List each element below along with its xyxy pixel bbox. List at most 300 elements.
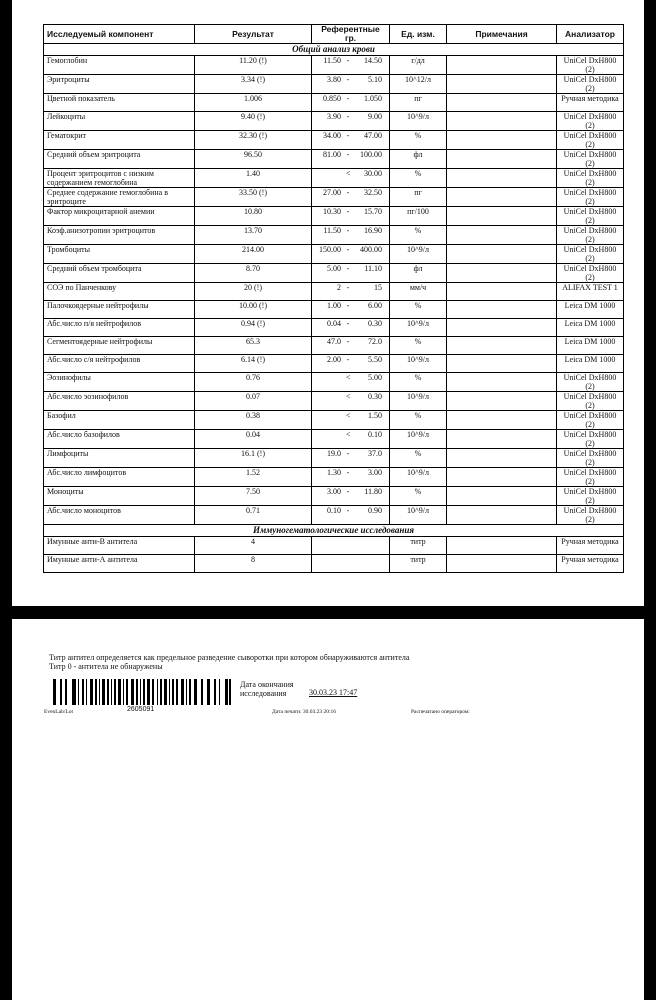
barcode-bar xyxy=(114,679,116,705)
notes xyxy=(447,245,557,264)
reference-low: 10.30 xyxy=(323,207,342,216)
reference-high: 1.50 xyxy=(368,411,382,420)
result-value: 1.52 xyxy=(195,468,312,487)
result-value: 33.50 (!) xyxy=(195,188,312,207)
reference-separator: - xyxy=(346,337,350,346)
notes xyxy=(447,319,557,337)
unit: фл xyxy=(390,150,447,169)
reference-range-values xyxy=(315,226,386,235)
reference-low: 3.00 xyxy=(327,487,342,496)
reference-separator: - xyxy=(346,131,350,140)
reference-low: 47.0 xyxy=(327,337,342,346)
notes xyxy=(447,188,557,207)
results-table xyxy=(43,24,624,573)
unit: % xyxy=(390,131,447,150)
barcode-bar xyxy=(147,679,150,705)
barcode-bar xyxy=(65,679,67,705)
unit: 10^9/л xyxy=(390,430,447,449)
reference-high: 72.0 xyxy=(368,337,382,346)
section-title: Общий анализ крови xyxy=(44,44,624,56)
result-value: 65.3 xyxy=(195,337,312,355)
barcode-bar xyxy=(164,679,167,705)
table-row xyxy=(44,188,624,207)
reference-separator: - xyxy=(346,355,350,364)
barcode-bar xyxy=(143,679,145,705)
end-date-label xyxy=(240,680,294,698)
analyzer: Ручная методика xyxy=(557,555,624,573)
reference-high: 37.0 xyxy=(368,449,382,458)
notes xyxy=(447,355,557,373)
table-row xyxy=(44,373,624,392)
reference-separator: - xyxy=(346,94,350,103)
barcode-bar xyxy=(78,679,79,705)
table-row xyxy=(44,449,624,468)
barcode-bar xyxy=(53,679,56,705)
analyzer: Leica DM 1000 xyxy=(557,301,624,319)
unit: % xyxy=(390,169,447,188)
table-row xyxy=(44,301,624,319)
component-name: Имунные анти-А антитела xyxy=(44,555,195,573)
barcode-bar xyxy=(194,679,197,705)
component-name: Фактор микроцитарной анемии xyxy=(44,207,195,226)
reference-low xyxy=(315,169,341,178)
reference-range-values xyxy=(315,169,386,178)
notes xyxy=(447,112,557,131)
home-indicator[interactable] xyxy=(211,979,445,985)
reference-range xyxy=(312,56,390,75)
table-row xyxy=(44,355,624,373)
reference-range-values xyxy=(315,392,386,401)
barcode-bar xyxy=(123,679,124,705)
reference-range xyxy=(312,131,390,150)
reference-low: 2 xyxy=(337,283,342,292)
notes xyxy=(447,555,557,573)
reference-high: 0.30 xyxy=(368,319,382,328)
unit: 10^9/л xyxy=(390,245,447,264)
component-name: Базофил xyxy=(44,411,195,430)
analyzer: Ручная методика xyxy=(557,94,624,112)
table-row xyxy=(44,226,624,245)
result-value: 7.50 xyxy=(195,487,312,506)
analyzer: ALIFAX TEST 1 xyxy=(557,283,624,301)
barcode-bar xyxy=(219,679,220,705)
barcode-number: 2605091 xyxy=(127,706,155,713)
notes xyxy=(447,392,557,411)
analyzer: UniCel DxH800 (2) xyxy=(557,150,624,169)
reference-range-values xyxy=(315,430,386,439)
analyzer: UniCel DxH800 (2) xyxy=(557,207,624,226)
component-name: Абс.число лимфоцитов xyxy=(44,468,195,487)
table-row xyxy=(44,169,624,188)
component-name: Коэф.анизотропии эритроцитов xyxy=(44,226,195,245)
reference-high: 5.00 xyxy=(368,373,382,382)
component-name: Среднее содержание гемоглобина в эритроците xyxy=(44,188,195,207)
notes xyxy=(447,75,557,94)
result-value: 0.76 xyxy=(195,373,312,392)
table-row xyxy=(44,337,624,355)
barcode-bar xyxy=(118,679,121,705)
reference-range-values xyxy=(315,207,386,216)
notes xyxy=(447,301,557,319)
table-row xyxy=(44,56,624,75)
notes xyxy=(447,430,557,449)
reference-high: 3.00 xyxy=(368,468,382,477)
reference-separator: < xyxy=(345,169,351,178)
reference-range xyxy=(312,112,390,131)
reference-range xyxy=(312,411,390,430)
reference-separator: - xyxy=(346,56,350,65)
unit: % xyxy=(390,449,447,468)
reference-low: 1.30 xyxy=(327,468,342,477)
reference-high: 11.80 xyxy=(364,487,382,496)
barcode-bar xyxy=(186,679,187,705)
unit: 10^12/л xyxy=(390,75,447,94)
result-value: 0.71 xyxy=(195,506,312,525)
component-name: Средний объем эритроцита xyxy=(44,150,195,169)
reference-range xyxy=(312,468,390,487)
reference-separator: - xyxy=(346,264,350,273)
reference-high: 5.50 xyxy=(368,355,382,364)
table-header xyxy=(44,25,624,44)
barcode-bar xyxy=(136,679,138,705)
component-name: Процент эритроцитов с низким содержанием гемоглобина xyxy=(44,169,195,188)
result-value: 20 (!) xyxy=(195,283,312,301)
reference-high: 9.00 xyxy=(368,112,382,121)
barcode-bar xyxy=(189,679,191,705)
barcode-bar xyxy=(172,679,174,705)
analyzer: UniCel DxH800 (2) xyxy=(557,487,624,506)
reference-range-values xyxy=(315,373,386,382)
barcode-bar xyxy=(86,679,87,705)
header-notes: Примечания xyxy=(447,25,557,44)
titer-note: Титр антител определяется как предельное разведение сыворотки при котором обнаруживаются антитела xyxy=(49,653,410,662)
component-name: Гемоглобин xyxy=(44,56,195,75)
reference-range-values xyxy=(315,468,386,477)
unit: фл xyxy=(390,264,447,283)
result-value: 8.70 xyxy=(195,264,312,283)
analyzer: UniCel DxH800 (2) xyxy=(557,392,624,411)
reference-separator: - xyxy=(346,283,350,292)
reference-range xyxy=(312,75,390,94)
analyzer: UniCel DxH800 (2) xyxy=(557,56,624,75)
notes xyxy=(447,449,557,468)
reference-high: 5.10 xyxy=(368,75,382,84)
reference-range xyxy=(312,355,390,373)
reference-low: 27.00 xyxy=(323,188,342,197)
reference-range-values xyxy=(315,188,386,197)
result-value: 1.40 xyxy=(195,169,312,188)
reference-high: 32.50 xyxy=(364,188,382,197)
reference-low xyxy=(315,392,341,401)
analyzer: UniCel DxH800 (2) xyxy=(557,264,624,283)
component-name: Абс.число п/я нейтрофилов xyxy=(44,319,195,337)
reference-low: 3.90 xyxy=(327,112,342,121)
reference-high: 15 xyxy=(374,283,382,292)
reference-low: 0.04 xyxy=(327,319,342,328)
notes xyxy=(447,283,557,301)
reference-low: 11.50 xyxy=(323,56,342,65)
barcode-bar xyxy=(90,679,93,705)
reference-separator: - xyxy=(346,301,350,310)
header-analyzer: Анализатор xyxy=(557,25,624,44)
barcode-bar xyxy=(207,679,210,705)
reference-separator: < xyxy=(345,373,351,382)
notes xyxy=(447,487,557,506)
result-value: 0.07 xyxy=(195,392,312,411)
component-name: Цветной показатель xyxy=(44,94,195,112)
unit: % xyxy=(390,411,447,430)
notes xyxy=(447,468,557,487)
notes xyxy=(447,373,557,392)
reference-separator: - xyxy=(346,226,350,235)
reference-separator: - xyxy=(346,150,350,159)
reference-range-values xyxy=(315,245,386,254)
unit: 10^9/л xyxy=(390,112,447,131)
unit: 10^9/л xyxy=(390,355,447,373)
component-name: Абс.число с/я нейтрофилов xyxy=(44,355,195,373)
component-name: Эритроциты xyxy=(44,75,195,94)
end-date-label-line2: исследования xyxy=(240,689,287,698)
analyzer: Leica DM 1000 xyxy=(557,355,624,373)
unit: 10^9/л xyxy=(390,468,447,487)
reference-range xyxy=(312,169,390,188)
unit: титр xyxy=(390,537,447,555)
barcode xyxy=(53,679,231,705)
unit: 10^9/л xyxy=(390,506,447,525)
reference-low: 19.0 xyxy=(327,449,342,458)
reference-range-values xyxy=(315,449,386,458)
analyzer: UniCel DxH800 (2) xyxy=(557,245,624,264)
reference-range-values xyxy=(315,283,386,292)
reference-range xyxy=(312,245,390,264)
reference-range xyxy=(312,430,390,449)
notes xyxy=(447,94,557,112)
result-value: 214.00 xyxy=(195,245,312,264)
table-row xyxy=(44,487,624,506)
unit: мм/ч xyxy=(390,283,447,301)
reference-low: 150.00 xyxy=(319,245,342,254)
section-title: Иммуногематологические исследования xyxy=(44,525,624,537)
analyzer: Leica DM 1000 xyxy=(557,319,624,337)
header-reference: Референтные гр. xyxy=(312,25,390,44)
app-name: EvenLab/Lot xyxy=(44,709,74,715)
table-row xyxy=(44,506,624,525)
notes xyxy=(447,207,557,226)
reference-separator: - xyxy=(346,75,350,84)
barcode-bar xyxy=(157,679,158,705)
unit: % xyxy=(390,373,447,392)
notes xyxy=(447,264,557,283)
reference-low: 81.00 xyxy=(323,150,342,159)
reference-separator: - xyxy=(346,112,350,121)
table-row xyxy=(44,131,624,150)
barcode-bar xyxy=(140,679,141,705)
analyzer: UniCel DxH800 (2) xyxy=(557,112,624,131)
unit: % xyxy=(390,226,447,245)
notes xyxy=(447,411,557,430)
analyzer: UniCel DxH800 (2) xyxy=(557,188,624,207)
reference-range xyxy=(312,537,390,555)
barcode-bar xyxy=(60,679,62,705)
result-value: 11.20 (!) xyxy=(195,56,312,75)
barcode-bar xyxy=(107,679,109,705)
analyzer: UniCel DxH800 (2) xyxy=(557,373,624,392)
reference-range-values xyxy=(315,337,386,346)
reference-range xyxy=(312,449,390,468)
reference-high: 0.10 xyxy=(368,430,382,439)
barcode-bar xyxy=(169,679,170,705)
notes xyxy=(447,226,557,245)
reference-low: 5.00 xyxy=(327,264,342,273)
reference-low: 2.00 xyxy=(327,355,342,364)
reference-high: 30.00 xyxy=(364,169,382,178)
unit: г/дл xyxy=(390,56,447,75)
barcode-bar xyxy=(176,679,178,705)
notes xyxy=(447,506,557,525)
barcode-bar xyxy=(82,679,84,705)
reference-range xyxy=(312,150,390,169)
barcode-bar xyxy=(111,679,112,705)
end-date-label-line1: Дата окончания xyxy=(240,680,294,689)
barcode-bar xyxy=(229,679,231,705)
barcode-bar xyxy=(152,679,154,705)
reference-separator: - xyxy=(346,245,350,254)
unit: % xyxy=(390,301,447,319)
reference-low: 0.10 xyxy=(327,506,342,515)
component-name: Средний объем тромбоцита xyxy=(44,264,195,283)
section-row xyxy=(44,44,624,56)
barcode-bar xyxy=(102,679,105,705)
reference-high: 11.10 xyxy=(364,264,382,273)
table-row xyxy=(44,537,624,555)
result-value: 16.1 (!) xyxy=(195,449,312,468)
unit: % xyxy=(390,337,447,355)
reference-low: 11.50 xyxy=(323,226,342,235)
table-row xyxy=(44,264,624,283)
analyzer: UniCel DxH800 (2) xyxy=(557,430,624,449)
notes xyxy=(447,337,557,355)
reference-range-values xyxy=(315,131,386,140)
reference-low xyxy=(315,373,341,382)
analyzer: UniCel DxH800 (2) xyxy=(557,411,624,430)
reference-separator: < xyxy=(345,430,351,439)
result-value: 96.50 xyxy=(195,150,312,169)
reference-range xyxy=(312,264,390,283)
reference-separator: < xyxy=(345,411,351,420)
analyzer: UniCel DxH800 (2) xyxy=(557,449,624,468)
table-row xyxy=(44,411,624,430)
table-row xyxy=(44,283,624,301)
reference-separator: - xyxy=(346,319,350,328)
section-row xyxy=(44,525,624,537)
result-value: 32.30 (!) xyxy=(195,131,312,150)
reference-range xyxy=(312,319,390,337)
reference-range-values xyxy=(315,411,386,420)
barcode-bar xyxy=(99,679,100,705)
barcode-bar xyxy=(126,679,128,705)
table-row xyxy=(44,430,624,449)
reference-high: 0.30 xyxy=(368,392,382,401)
reference-range-values xyxy=(315,355,386,364)
reference-separator: - xyxy=(346,506,350,515)
reference-separator: - xyxy=(346,188,350,197)
analyzer: UniCel DxH800 (2) xyxy=(557,75,624,94)
reference-separator: - xyxy=(346,449,350,458)
component-name: Эозинофилы xyxy=(44,373,195,392)
titer-zero-note: Титр 0 - антитела не обнаружены xyxy=(49,662,163,671)
reference-range xyxy=(312,301,390,319)
component-name: Лейкоциты xyxy=(44,112,195,131)
reference-high: 14.50 xyxy=(364,56,382,65)
component-name: Абс.число моноцитов xyxy=(44,506,195,525)
result-value: 0.94 (!) xyxy=(195,319,312,337)
header-unit: Ед. изм. xyxy=(390,25,447,44)
analyzer: Leica DM 1000 xyxy=(557,337,624,355)
reference-range xyxy=(312,94,390,112)
reference-range xyxy=(312,283,390,301)
table-row xyxy=(44,555,624,573)
reference-high: 6.00 xyxy=(368,301,382,310)
reference-range xyxy=(312,337,390,355)
result-value: 3.34 (!) xyxy=(195,75,312,94)
unit: титр xyxy=(390,555,447,573)
component-name: СОЭ по Панченкову xyxy=(44,283,195,301)
notes xyxy=(447,131,557,150)
barcode-bar xyxy=(181,679,184,705)
reference-range-values xyxy=(315,264,386,273)
reference-high: 16.90 xyxy=(364,226,382,235)
report-page-1 xyxy=(12,0,644,606)
notes xyxy=(447,169,557,188)
barcode-bar xyxy=(201,679,203,705)
header-result: Результат xyxy=(195,25,312,44)
reference-high: 0.90 xyxy=(368,506,382,515)
notes xyxy=(447,537,557,555)
table-row xyxy=(44,150,624,169)
header-component: Исследуемый компонент xyxy=(44,25,195,44)
reference-separator: < xyxy=(345,392,351,401)
analyzer: UniCel DxH800 (2) xyxy=(557,169,624,188)
table-row xyxy=(44,94,624,112)
result-value: 10.80 xyxy=(195,207,312,226)
analyzer: UniCel DxH800 (2) xyxy=(557,468,624,487)
reference-range-values xyxy=(315,112,386,121)
barcode-bar xyxy=(214,679,216,705)
table-row xyxy=(44,245,624,264)
reference-range-values xyxy=(315,56,386,65)
barcode-bar xyxy=(225,679,228,705)
result-value: 8 xyxy=(195,555,312,573)
barcode-bar xyxy=(160,679,162,705)
table-row xyxy=(44,319,624,337)
reference-high: 15.70 xyxy=(364,207,382,216)
reference-range-values xyxy=(315,487,386,496)
reference-low: 0.850 xyxy=(323,94,342,103)
notes xyxy=(447,56,557,75)
component-name: Моноциты xyxy=(44,487,195,506)
reference-separator: - xyxy=(346,468,350,477)
result-value: 10.00 (!) xyxy=(195,301,312,319)
analyzer: UniCel DxH800 (2) xyxy=(557,226,624,245)
unit: 10^9/л xyxy=(390,392,447,411)
unit: пг xyxy=(390,94,447,112)
analyzer: UniCel DxH800 (2) xyxy=(557,131,624,150)
reference-range xyxy=(312,188,390,207)
result-value: 0.04 xyxy=(195,430,312,449)
result-value: 4 xyxy=(195,537,312,555)
result-value: 1.006 xyxy=(195,94,312,112)
result-value: 0.38 xyxy=(195,411,312,430)
